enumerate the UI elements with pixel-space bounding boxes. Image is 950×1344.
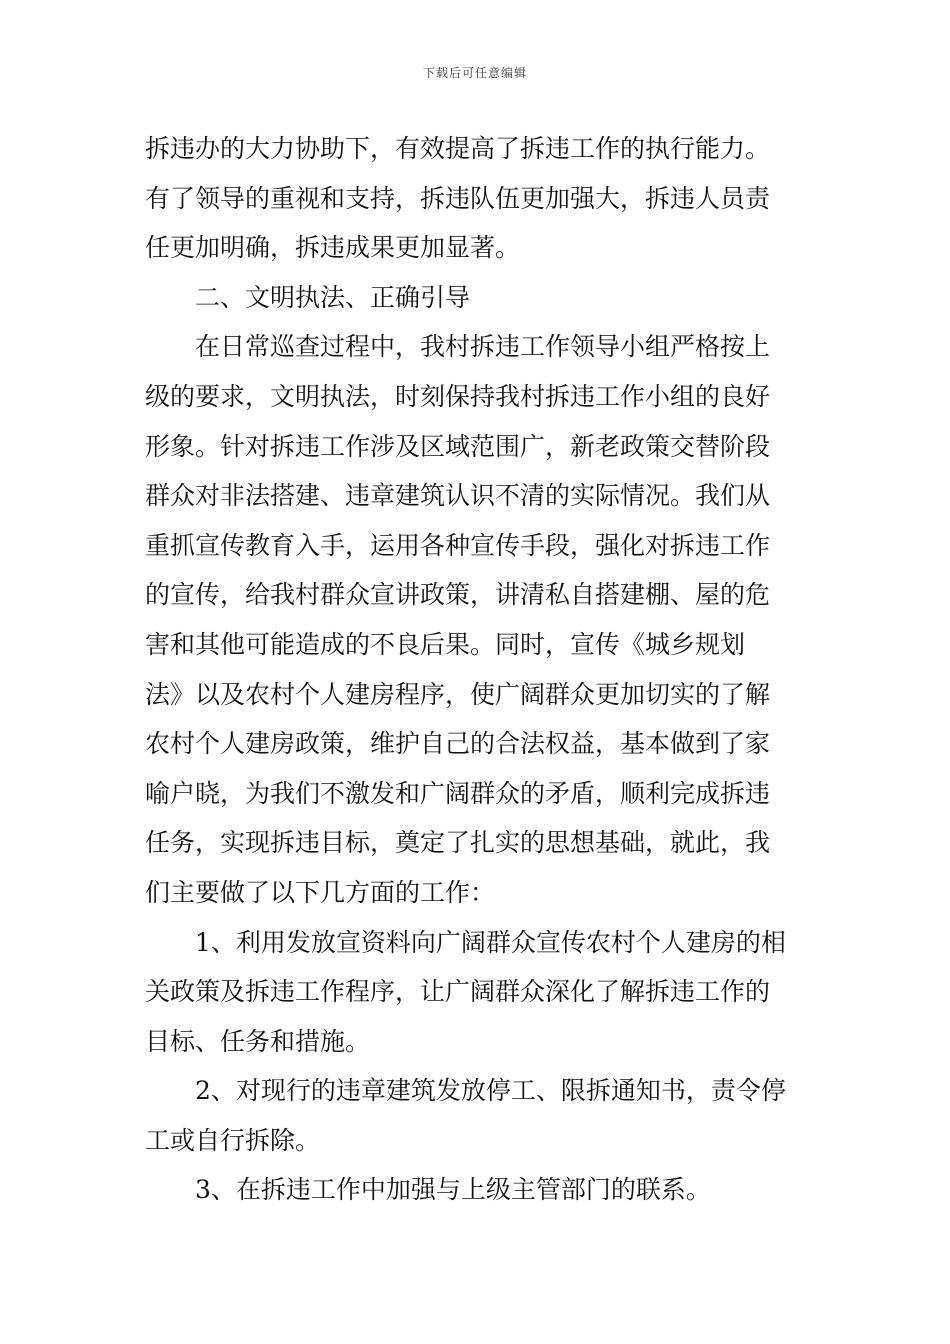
text-line: 法》以及农村个人建房程序，使广阔群众更加切实的了解 (145, 679, 771, 709)
document-body (145, 124, 810, 1215)
text-line: 拆违办的大力协助下，有效提高了拆违工作的执行能力。 (145, 134, 771, 163)
text-line: 群众对非法搭建、违章建筑认识不清的实际情况。我们从 (145, 481, 771, 511)
list-item-3: 3、在拆违工作中加强与上级主管部门的联系。 (195, 1175, 711, 1205)
text-line: 任更加明确，拆违成果更加显著。 (145, 233, 521, 263)
text-line: 害和其他可能造成的不良后果。同时，宣传《城乡规划 (145, 629, 746, 659)
list-item-2: 2、对现行的违章建筑发放停工、限拆通知书，责令停 (195, 1076, 786, 1106)
text-line: 有了领导的重视和支持，拆违队伍更加强大，拆违人员责 (145, 183, 771, 213)
text-line: 的宣传，给我村群众宣讲政策，讲清私自搭建棚、屋的危 (145, 580, 771, 610)
text-line: 农村个人建房政策，维护自己的合法权益，基本做到了家 (145, 729, 771, 759)
list-item-1: 1、利用发放宣资料向广阔群众宣传农村个人建房的相 (195, 927, 786, 957)
text-line: 目标、任务和措施。 (145, 1026, 371, 1056)
section-heading: 二、文明执法、正确引导 (195, 282, 471, 312)
page-header: 下载后可任意编辑 (422, 66, 527, 80)
text-line: 喻户晓，为我们不激发和广阔群众的矛盾，顺利完成拆违 (145, 778, 771, 808)
text-line: 任务，实现拆违目标，奠定了扎实的思想基础，就此，我 (145, 828, 771, 858)
text-line: 级的要求，文明执法，时刻保持我村拆违工作小组的良好 (145, 381, 771, 411)
text-line: 重抓宣传教育入手，运用各种宣传手段，强化对拆违工作 (145, 530, 771, 560)
text-line: 在日常巡查过程中，我村拆违工作领导小组严格按上 (195, 332, 771, 362)
text-line: 关政策及拆违工作程序，让广阔群众深化了解拆违工作的 (145, 977, 771, 1007)
text-line: 工或自行拆除。 (145, 1125, 321, 1155)
text-line: 们主要做了以下几方面的工作： (145, 877, 496, 907)
text-line: 形象。针对拆违工作涉及区域范围广，新老政策交替阶段 (145, 431, 771, 461)
